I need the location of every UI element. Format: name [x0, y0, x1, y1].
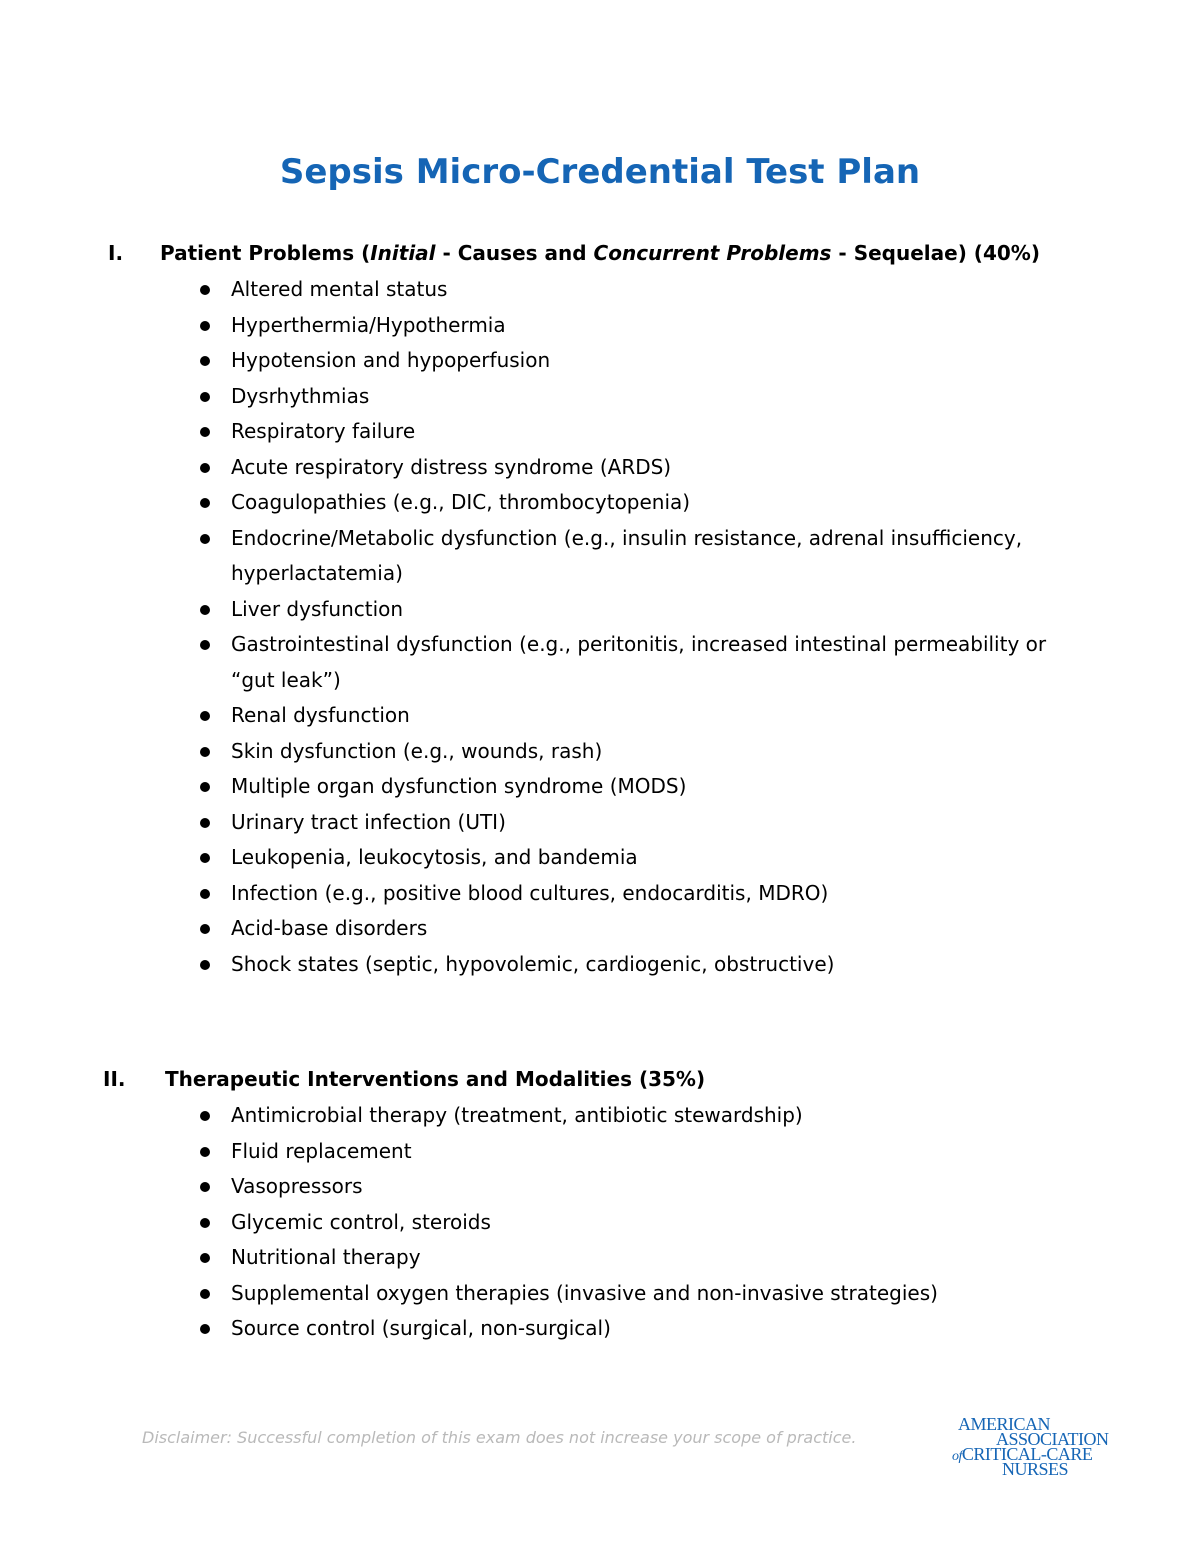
bullet-icon: [200, 605, 210, 615]
logo-line-critical-care: ofCRITICAL-CARE: [952, 1444, 1093, 1464]
bullet-icon: [200, 924, 210, 934]
list-item: Fluid replacement: [200, 1134, 1080, 1170]
bullet-icon: [200, 711, 210, 721]
bullet-icon: [200, 427, 210, 437]
section-2-heading: [103, 1067, 1063, 1097]
section-2-title: Therapeutic Interventions and Modalities (35%): [165, 1067, 706, 1091]
list-item: Supplemental oxygen therapies (invasive and non-invasive strategies): [200, 1276, 1080, 1312]
list-item: Antimicrobial therapy (treatment, antibiotic stewardship): [200, 1098, 1080, 1134]
bullet-icon: [200, 1182, 210, 1192]
bullet-icon: [200, 1218, 210, 1228]
list-item: Renal dysfunction: [200, 698, 1080, 734]
list-item: Acute respiratory distress syndrome (ARDS): [200, 450, 1080, 486]
list-item: Vasopressors: [200, 1169, 1080, 1205]
bullet-icon: [200, 747, 210, 757]
bullet-icon: [200, 960, 210, 970]
section-1-list: [200, 272, 1080, 982]
section-2-numeral: II.: [103, 1067, 126, 1091]
bullet-icon: [200, 321, 210, 331]
bullet-icon: [200, 782, 210, 792]
page-title: Sepsis Micro-Credential Test Plan: [279, 152, 921, 192]
list-item: Acid-base disorders: [200, 911, 1080, 947]
bullet-icon: [200, 1253, 210, 1263]
bullet-icon: [200, 1111, 210, 1121]
bullet-icon: [200, 853, 210, 863]
list-item: Glycemic control, steroids: [200, 1205, 1080, 1241]
bullet-icon: [200, 534, 210, 544]
logo-line-association: ASSOCIATION: [996, 1429, 1109, 1449]
list-item: Respiratory failure: [200, 414, 1080, 450]
list-item: Dysrhythmias: [200, 379, 1080, 415]
list-item: Coagulopathies (e.g., DIC, thrombocytopenia): [200, 485, 1080, 521]
bullet-icon: [200, 285, 210, 295]
list-item: Altered mental status: [200, 272, 1080, 308]
bullet-icon: [200, 818, 210, 828]
list-item: Multiple organ dysfunction syndrome (MODS): [200, 769, 1080, 805]
section-1-title: Patient Problems (Initial - Causes and Concurrent Problems - Sequelae) (40%): [160, 241, 1040, 265]
bullet-icon: [200, 392, 210, 402]
list-item: Source control (surgical, non-surgical): [200, 1311, 1080, 1347]
bullet-icon: [200, 1147, 210, 1157]
bullet-icon: [200, 1289, 210, 1299]
bullet-icon: [200, 640, 210, 650]
bullet-icon: [200, 889, 210, 899]
list-item: Hypotension and hypoperfusion: [200, 343, 1080, 379]
list-item: Leukopenia, leukocytosis, and bandemia: [200, 840, 1080, 876]
logo-line-american: AMERICAN: [958, 1414, 1051, 1434]
aacn-logo: [950, 1414, 1125, 1484]
list-item: Gastrointestinal dysfunction (e.g., peritonitis, increased intestinal permeability or “gut leak”): [200, 627, 1080, 698]
bullet-icon: [200, 498, 210, 508]
list-item: Liver dysfunction: [200, 592, 1080, 628]
section-2-list: [200, 1098, 1080, 1347]
list-item: Hyperthermia/Hypothermia: [200, 308, 1080, 344]
section-1-numeral: I.: [108, 241, 124, 265]
bullet-icon: [200, 463, 210, 473]
list-item: Urinary tract infection (UTI): [200, 805, 1080, 841]
list-item: Endocrine/Metabolic dysfunction (e.g., insulin resistance, adrenal insufficiency, hyperlactatemia): [200, 521, 1080, 592]
list-item: Skin dysfunction (e.g., wounds, rash): [200, 734, 1080, 770]
bullet-icon: [200, 356, 210, 366]
list-item: Infection (e.g., positive blood cultures, endocarditis, MDRO): [200, 876, 1080, 912]
disclaimer-text: Disclaimer: Successful completion of this exam does not increase your scope of practice.: [142, 1428, 857, 1447]
list-item: Shock states (septic, hypovolemic, cardiogenic, obstructive): [200, 947, 1080, 983]
list-item: Nutritional therapy: [200, 1240, 1080, 1276]
logo-line-nurses: NURSES: [1002, 1459, 1069, 1479]
bullet-icon: [200, 1324, 210, 1334]
section-1-heading: [108, 241, 1068, 271]
